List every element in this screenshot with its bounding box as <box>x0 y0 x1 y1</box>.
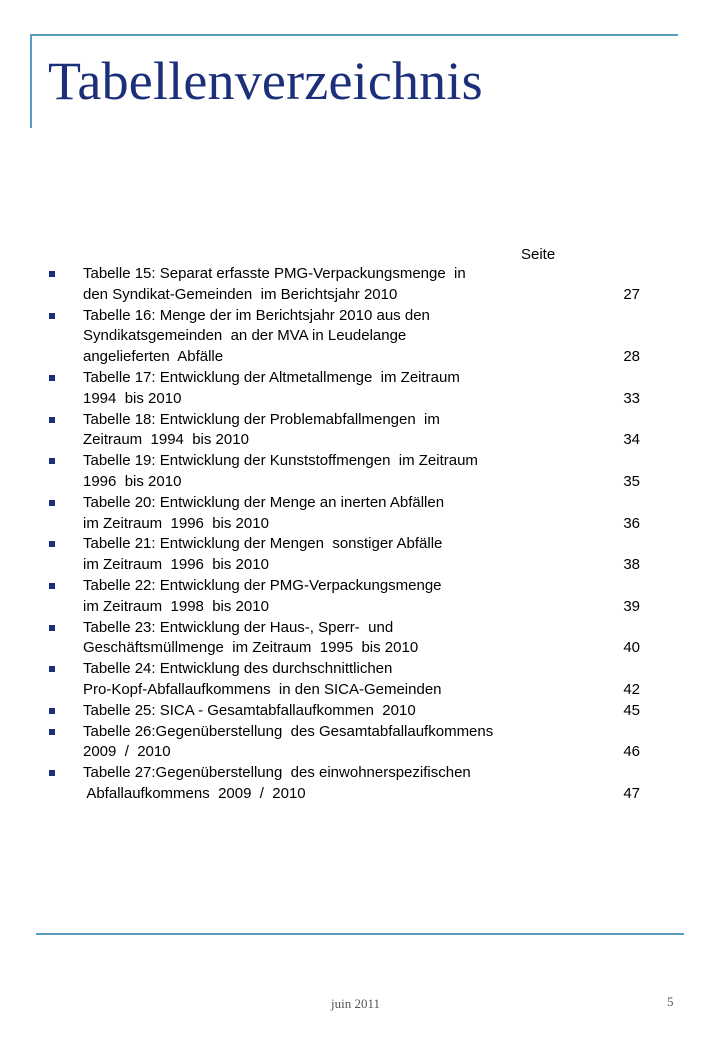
square-bullet-icon <box>49 729 55 735</box>
square-bullet-icon <box>49 271 55 277</box>
entry-text-line: im Zeitraum 1998 bis 2010 <box>83 597 269 615</box>
square-bullet-icon <box>49 625 55 631</box>
entry-page-number: 33 <box>623 389 640 407</box>
list-item <box>46 763 646 805</box>
entry-text-line: 2009 / 2010 <box>83 743 171 761</box>
entry-text-line: Tabelle 17: Entwicklung der Altmetallmenge im Zeitraum <box>83 368 460 386</box>
entry-page-number: 36 <box>623 514 640 532</box>
frame-left-rule <box>30 34 32 128</box>
entry-page-number: 45 <box>623 701 640 719</box>
square-bullet-icon <box>49 375 55 381</box>
entry-text-line: Zeitraum 1994 bis 2010 <box>83 431 249 449</box>
entry-text-line: Tabelle 22: Entwicklung der PMG-Verpackungsmenge <box>83 576 442 594</box>
entry-page-number: 28 <box>623 348 640 366</box>
entry-text-line: 1994 bis 2010 <box>83 389 182 407</box>
entry-page-number: 27 <box>623 285 640 303</box>
footer-page-number: 5 <box>667 994 674 1009</box>
list-item <box>46 368 646 410</box>
list-item <box>46 493 646 535</box>
list-item <box>46 306 646 368</box>
footer-date: juin 2011 <box>331 996 380 1011</box>
page-column-header: Seite <box>521 246 556 263</box>
entry-text-line: im Zeitraum 1996 bis 2010 <box>83 514 269 532</box>
entry-text-line: Tabelle 23: Entwicklung der Haus-, Sperr- und <box>83 618 394 636</box>
page-title: Tabellenverzeichnis <box>48 51 483 111</box>
entry-text-line: Tabelle 21: Entwicklung der Mengen sonstiger Abfälle <box>83 535 443 553</box>
list-item <box>46 264 646 306</box>
entry-text-line: 1996 bis 2010 <box>83 472 182 490</box>
square-bullet-icon <box>49 417 55 423</box>
entry-text-line: den Syndikat-Gemeinden im Berichtsjahr 2010 <box>83 285 398 303</box>
list-item <box>46 618 646 660</box>
square-bullet-icon <box>49 541 55 547</box>
entry-page-number: 47 <box>623 784 640 802</box>
square-bullet-icon <box>49 583 55 589</box>
entry-page-number: 39 <box>623 597 640 615</box>
list-item <box>46 576 646 618</box>
list-item <box>46 534 646 576</box>
entry-page-number: 42 <box>623 680 640 698</box>
entry-text-line: Tabelle 19: Entwicklung der Kunststoffmengen im Zeitraum <box>83 452 478 470</box>
square-bullet-icon <box>49 708 55 714</box>
entry-text-line: Geschäftsmüllmenge im Zeitraum 1995 bis 2010 <box>83 639 419 657</box>
entry-text-line: Tabelle 15: Separat erfasste PMG-Verpackungsmenge in <box>83 265 466 282</box>
entry-text-line: Tabelle 20: Entwicklung der Menge an inerten Abfällen <box>83 493 445 511</box>
entry-text-line: im Zeitraum 1996 bis 2010 <box>83 556 269 574</box>
entry-text-line: Syndikatsgemeinden an der MVA in Leudelange <box>83 327 407 345</box>
entry-text-line: angelieferten Abfälle <box>83 348 224 366</box>
entry-page-number: 40 <box>623 639 640 657</box>
list-item <box>46 451 646 493</box>
list-item <box>46 701 646 722</box>
entry-text-line: Tabelle 26:Gegenüberstellung des Gesamtabfallaufkommens <box>83 722 494 740</box>
entry-page-number: 38 <box>623 556 640 574</box>
entry-text-line: Tabelle 24: Entwicklung des durchschnittlichen <box>83 660 393 678</box>
square-bullet-icon <box>49 458 55 464</box>
list-item <box>46 410 646 452</box>
list-item <box>46 722 646 764</box>
entry-page-number: 35 <box>623 472 640 490</box>
square-bullet-icon <box>49 313 55 319</box>
entry-text-line: Pro-Kopf-Abfallaufkommens in den SICA-Gemeinden <box>83 680 442 698</box>
footer-rule <box>36 933 684 935</box>
entry-page-number: 34 <box>623 431 640 449</box>
square-bullet-icon <box>49 500 55 506</box>
entry-text-line: Tabelle 25: SICA - Gesamtabfallaufkommen 2010 <box>83 701 416 719</box>
square-bullet-icon <box>49 770 55 776</box>
table-of-tables-list <box>46 264 646 805</box>
list-item <box>46 659 646 701</box>
entry-text-line: Tabelle 18: Entwicklung der Problemabfallmengen im <box>83 410 440 428</box>
square-bullet-icon <box>49 666 55 672</box>
entry-page-number: 46 <box>623 743 640 761</box>
entry-text-line: Tabelle 16: Menge der im Berichtsjahr 2010 aus den <box>83 306 430 324</box>
entry-text-line: Tabelle 27:Gegenüberstellung des einwohnerspezifischen <box>83 764 471 782</box>
entry-text-line: Abfallaufkommens 2009 / 2010 <box>83 784 306 802</box>
frame-top-rule <box>30 34 678 36</box>
